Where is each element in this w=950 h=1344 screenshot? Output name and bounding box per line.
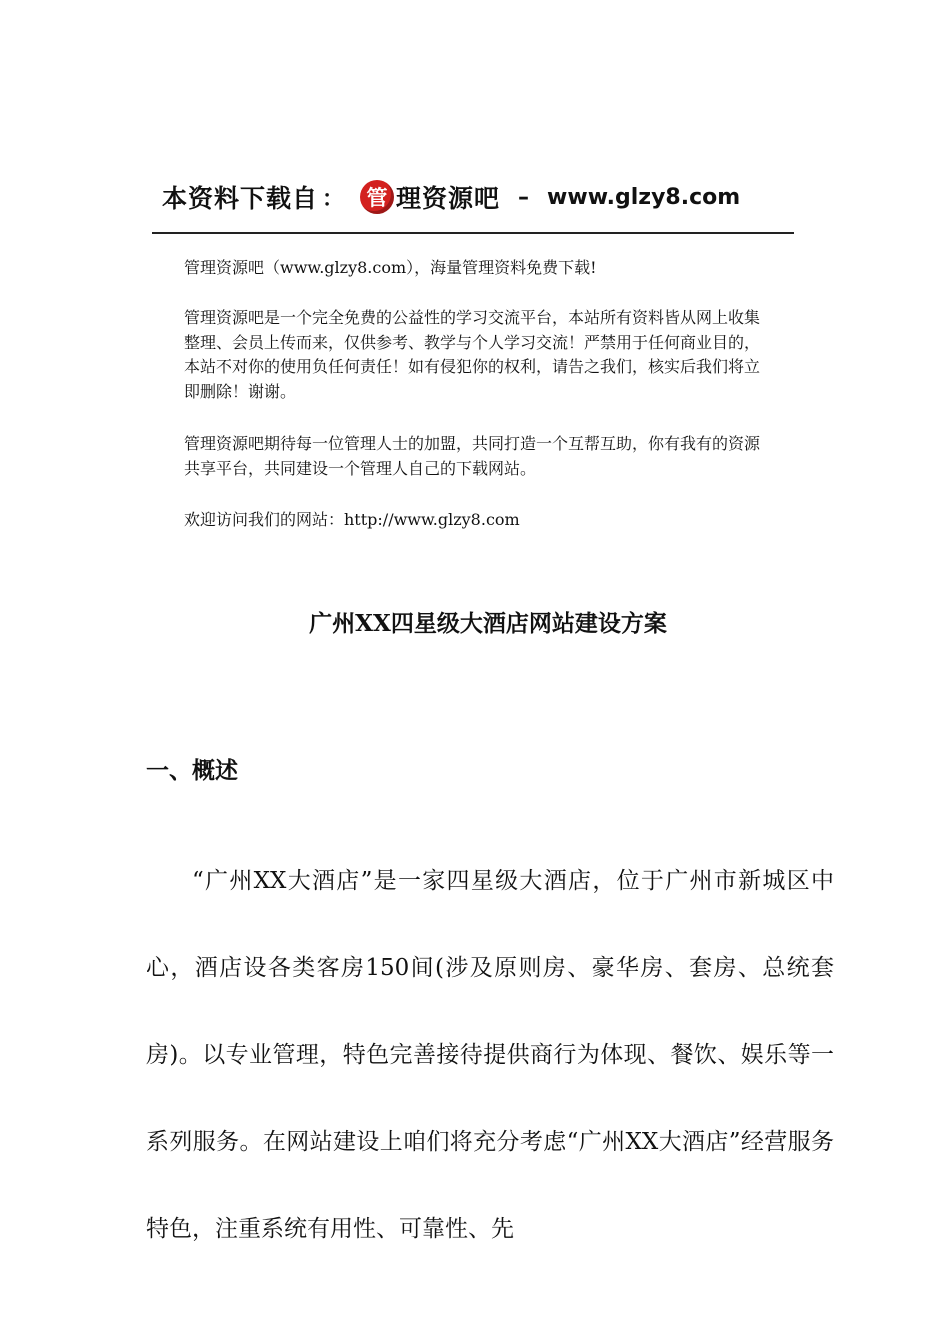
section-heading-overview: 一、概述 xyxy=(146,757,238,784)
banner-site-name: 理资源吧 xyxy=(396,184,501,213)
notice-paragraph-3: 管理资源吧期待每一位管理人士的加盟，共同打造一个互帮互助，你有我有的资源共享平台，共同建设一个管理人自己的下载网站。 xyxy=(184,434,761,478)
notice-paragraph-2: 管理资源吧是一个完全免费的公益性的学习交流平台，本站所有资料皆从网上收集整理、会员上传而来，仅供参考、教学与个人学习交流！严禁用于任何商业目的，本站不对你的使用负任何责任！如有侵犯你的权利，请告之我们，核实后我们将立即删除！谢谢。 xyxy=(184,308,761,401)
notice-website-line: 欢迎访问我们的网站：http://www.glzy8.com xyxy=(184,510,520,529)
document-title: 广州XX四星级大酒店网站建设方案 xyxy=(309,610,667,637)
banner-url: www.glzy8.com xyxy=(547,184,741,210)
banner-dash: – xyxy=(518,184,530,210)
banner-prefix: 本资料下载自 xyxy=(162,184,319,213)
header-divider xyxy=(152,232,794,234)
notice-line-1: 管理资源吧（www.glzy8.com），海量管理资料免费下载! xyxy=(184,258,597,277)
download-source-banner xyxy=(162,176,740,218)
site-logo-icon: 管 xyxy=(360,180,394,214)
banner-colon: ： xyxy=(322,186,345,212)
overview-paragraph: “广州XX大酒店”是一家四星级大酒店，位于广州市新城区中心，酒店设各类客房150间(涉及原则房、豪华房、套房、总统套房)。以专业管理，特色完善接待提供商行为体现、餐饮、娱乐等一系列服务。在网站建设上咱们将充分考虑“广州XX大酒店”经营服务特色，注重系统有用性、可靠性、先 xyxy=(146,868,834,1242)
